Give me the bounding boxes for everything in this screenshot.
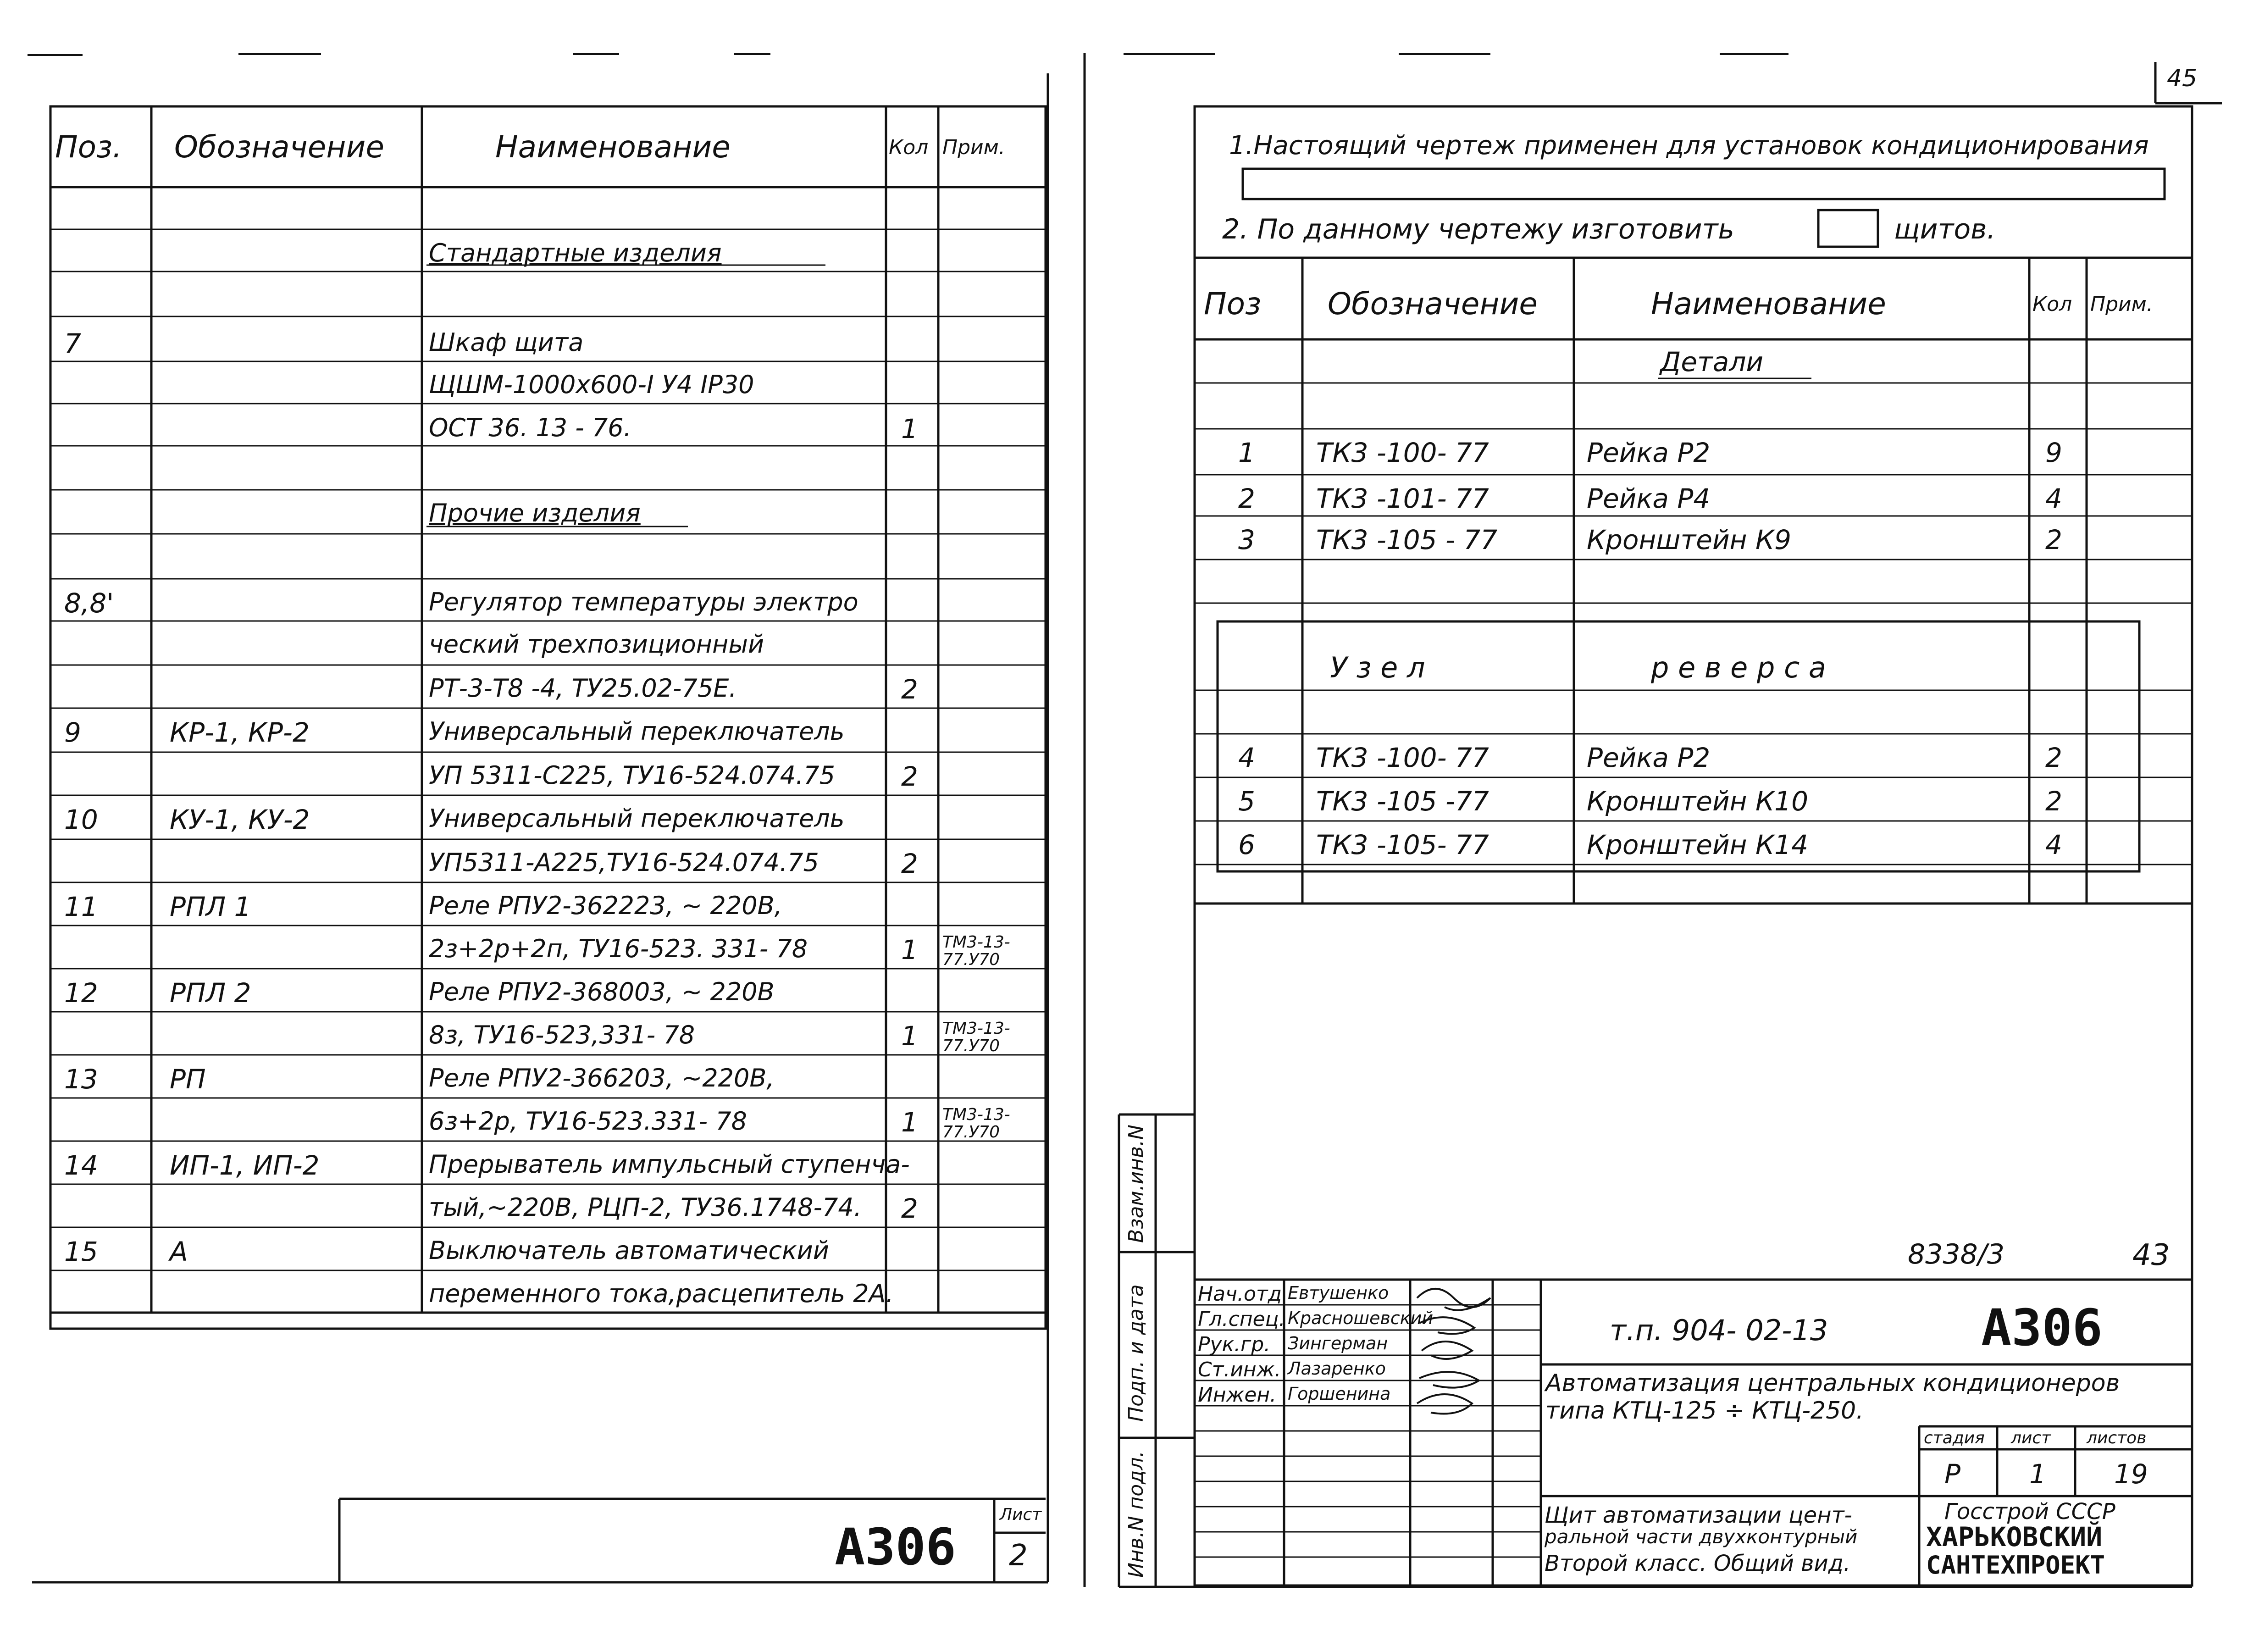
node-row-name: Кронштейн К10 — [1587, 786, 1808, 817]
left-row-name: Универсальный переключатель — [429, 717, 845, 746]
node-title-right: р е в е р с а — [1651, 651, 1826, 684]
detail-row-qty: 4 — [2045, 483, 2062, 514]
left-header-pos: Поз. — [55, 129, 122, 165]
detail-row-name: Кронштейн К9 — [1587, 524, 1792, 555]
detail-row-qty: 9 — [2045, 437, 2062, 468]
left-row-designation: ИП-1, ИП-2 — [170, 1150, 320, 1181]
section-details-title: Детали — [1660, 346, 1764, 377]
node-row-qty: 2 — [2045, 742, 2062, 773]
sheet-label: лист — [2011, 1429, 2051, 1447]
left-row-pos: 15 — [64, 1236, 98, 1267]
title-line-2: типа КТЦ-125 ÷ КТЦ-250. — [1545, 1397, 1864, 1425]
archive-number: 8338/3 — [1908, 1238, 2005, 1270]
detail-row-designation: ТК3 -105 - 77 — [1316, 524, 1498, 555]
org-line-1: Госстрой СССР — [1944, 1499, 2115, 1524]
note-2-prefix: 2. По данному чертежу изготовить — [1222, 213, 1734, 245]
note-2-suffix: щитов. — [1894, 213, 1996, 245]
left-row-qty: 2 — [901, 1193, 918, 1224]
left-row-qty: 1 — [901, 413, 918, 444]
signatory-name: Лазаренко — [1288, 1358, 1386, 1379]
sheets-value: 19 — [2114, 1458, 2148, 1490]
right-header-name: Наименование — [1651, 286, 1886, 322]
left-header-name: Наименование — [495, 129, 731, 165]
left-header-designation: Обозначение — [174, 129, 384, 165]
left-row-note: ТМ3-13-77.У70 — [942, 933, 1010, 969]
left-row-designation: РПЛ 2 — [170, 977, 251, 1009]
signatory-role: Ст.инж. — [1198, 1358, 1281, 1381]
right-header-designation: Обозначение — [1328, 286, 1538, 322]
left-row-pos: 9 — [64, 717, 81, 748]
detail-row-pos: 2 — [1238, 483, 1255, 514]
left-row-pos: 11 — [64, 891, 98, 922]
left-row-name: 2з+2р+2п, ТУ16-523. 331- 78 — [429, 934, 808, 963]
detail-row-pos: 1 — [1238, 437, 1255, 468]
signatory-role: Нач.отд — [1198, 1282, 1282, 1306]
left-row-qty: 1 — [901, 1107, 918, 1138]
org-line-2: ХАРЬКОВСКИЙ — [1926, 1521, 2103, 1552]
left-row-designation: А — [170, 1236, 188, 1267]
left-row-pos: 14 — [64, 1150, 98, 1181]
left-row-name: тый,~220В, РЦП-2, ТУ36.1748-74. — [429, 1193, 862, 1222]
left-row-name: Реле РПУ2-368003, ~ 220В — [429, 977, 775, 1006]
left-stamp-sheet-number: 2 — [1009, 1539, 1028, 1573]
stage-value: Р — [1944, 1458, 1960, 1490]
top-edge-marks — [28, 54, 1788, 55]
left-row-name: ОСТ 36. 13 - 76. — [429, 413, 631, 442]
org-line-3: САНТЕХПРОЕКТ — [1926, 1551, 2105, 1580]
left-row-name: Реле РПУ2-366203, ~220В, — [429, 1064, 775, 1092]
corner-number: 45 — [2167, 65, 2198, 92]
left-row-pos: 8,8' — [64, 588, 114, 619]
left-row-pos: 7 — [64, 328, 81, 359]
right-header-pos: Поз — [1204, 286, 1262, 322]
node-row-designation: ТК3 -105- 77 — [1316, 829, 1489, 860]
left-row-name: Регулятор температуры электро — [429, 588, 858, 616]
node-row-name: Кронштейн К14 — [1587, 829, 1808, 860]
signatory-name: Зингерман — [1288, 1333, 1388, 1353]
signatory-role: Инжен. — [1198, 1383, 1277, 1407]
node-row-pos: 5 — [1238, 786, 1255, 817]
detail-row-qty: 2 — [2045, 524, 2062, 555]
node-row-pos: 4 — [1238, 742, 1255, 773]
signatory-role: Гл.спец. — [1198, 1308, 1285, 1331]
left-row-qty: 1 — [901, 1020, 918, 1052]
node-row-designation: ТК3 -100- 77 — [1316, 742, 1489, 773]
left-row-name: Шкаф щита — [429, 328, 584, 357]
left-row-name: ЩШМ-1000х600-I У4 IP30 — [429, 370, 754, 399]
left-row-name: РТ-3-Т8 -4, ТУ25.02-75Е. — [429, 674, 737, 703]
signatory-name: Красношевский — [1288, 1308, 1434, 1328]
left-row-designation: РП — [170, 1064, 206, 1095]
left-row-name: 6з+2р, ТУ16-523.331- 78 — [429, 1107, 747, 1136]
left-row-pos: 13 — [64, 1064, 98, 1095]
signatory-name: Горшенина — [1288, 1384, 1391, 1404]
left-row-pos: 10 — [64, 804, 98, 835]
left-row-note: ТМ3-13-77.У70 — [942, 1019, 1010, 1055]
node-row-pos: 6 — [1238, 829, 1255, 860]
left-row-qty: 1 — [901, 934, 918, 965]
left-row-name: переменного тока,расцепитель 2А. — [429, 1279, 894, 1308]
detail-row-name: Рейка Р2 — [1587, 437, 1711, 468]
left-row-qty: 2 — [901, 761, 918, 792]
left-row-name: Выключатель автоматический — [429, 1236, 829, 1265]
title-line-1: Автоматизация центральных кондиционеров — [1545, 1369, 2120, 1397]
title-block-code: А306 — [1981, 1298, 2103, 1357]
page-number: 43 — [2132, 1238, 2170, 1272]
detail-row-designation: ТК3 -100- 77 — [1316, 437, 1489, 468]
left-row-name: Стандартные изделия — [429, 238, 722, 267]
left-row-name: УП 5311-С225, ТУ16-524.074.75 — [429, 761, 835, 790]
left-row-name: Прерыватель импульсный ступенча- — [429, 1150, 910, 1179]
description-line-2: ральной части двухконтурный — [1545, 1525, 1858, 1548]
node-row-qty: 4 — [2045, 829, 2062, 860]
left-row-name: УП5311-А225,ТУ16-524.074.75 — [429, 848, 819, 877]
side-label-replaced: Взам.инв.N — [1124, 1125, 1148, 1243]
node-row-designation: ТК3 -105 -77 — [1316, 786, 1489, 817]
node-title-left: У з е л — [1330, 651, 1425, 684]
left-header-qty: Кол — [889, 136, 929, 159]
stage-label: стадия — [1924, 1429, 1985, 1447]
side-label-inv: Инв.N подл. — [1124, 1451, 1148, 1578]
left-row-name: 8з, ТУ16-523,331- 78 — [429, 1020, 695, 1049]
note-1: 1.Настоящий чертеж применен для установок кондиционирования — [1229, 131, 2149, 161]
left-row-name: Реле РПУ2-362223, ~ 220В, — [429, 891, 782, 920]
left-row-designation: КР-1, КР-2 — [170, 717, 310, 748]
description-line-3: Второй класс. Общий вид. — [1545, 1551, 1851, 1576]
signatory-role: Рук.гр. — [1198, 1333, 1271, 1356]
left-row-name: Прочие изделия — [429, 499, 641, 527]
left-row-name: ческий трехпозиционный — [429, 630, 764, 659]
left-row-note: ТМ3-13-77.У70 — [942, 1105, 1010, 1142]
right-header-qty: Кол — [2032, 293, 2072, 316]
left-row-qty: 2 — [901, 674, 918, 705]
detail-row-name: Рейка Р4 — [1587, 483, 1711, 514]
left-row-pos: 12 — [64, 977, 98, 1009]
signatory-name: Евтушенко — [1288, 1283, 1389, 1303]
signatures — [1417, 1289, 1490, 1414]
node-row-name: Рейка Р2 — [1587, 742, 1711, 773]
left-row-qty: 2 — [901, 848, 918, 879]
node-row-qty: 2 — [2045, 786, 2062, 817]
sheets-label: листов — [2087, 1429, 2147, 1447]
detail-row-designation: ТК3 -101- 77 — [1316, 483, 1489, 514]
left-header-note: Прим. — [942, 136, 1005, 159]
side-label-sign: Подп. и дата — [1124, 1284, 1148, 1422]
detail-row-pos: 3 — [1238, 524, 1255, 555]
project-number: т.п. 904- 02-13 — [1610, 1314, 1828, 1347]
left-row-name: Универсальный переключатель — [429, 804, 845, 833]
left-stamp-code: А306 — [835, 1518, 956, 1576]
left-row-designation: КУ-1, КУ-2 — [170, 804, 310, 835]
left-row-designation: РПЛ 1 — [170, 891, 251, 922]
left-stamp-sheet-label: Лист — [1000, 1505, 1042, 1524]
sheet-value: 1 — [2029, 1458, 2046, 1490]
right-header-note: Прим. — [2090, 293, 2153, 316]
description-line-1: Щит автоматизации цент- — [1545, 1502, 1852, 1528]
